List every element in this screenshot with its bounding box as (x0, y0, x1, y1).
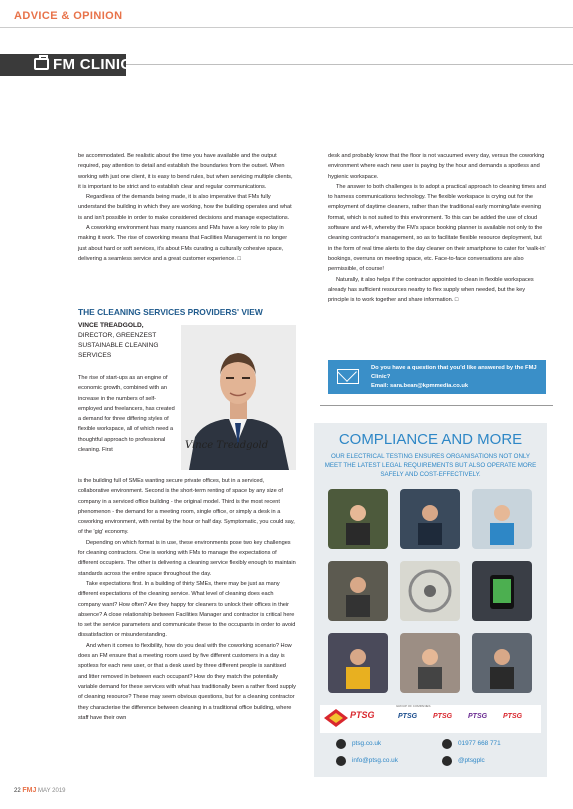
badge-title: FM CLINIC (53, 56, 132, 73)
sub-brand-logo: PTSG (468, 713, 488, 720)
issue-date: MAY 2019 (38, 788, 66, 794)
ad-twitter[interactable]: @ptsgplc (458, 757, 485, 764)
page-number: 22 (14, 788, 21, 794)
ptsg-logo-icon (323, 708, 349, 728)
logo-strip (320, 705, 541, 733)
author-byline (78, 321, 188, 361)
ad-email[interactable]: info@ptsg.co.uk (352, 757, 398, 764)
paragraph: The rise of start-ups as an engine of economic growth, combined with an increase in the numbers of self-employed and freelancers, has created a demand for three differing styles of flexible workspace, all of which need a thoughtful approach to professional cleaning. First (78, 375, 175, 454)
question-box (328, 360, 546, 394)
brand-name: PTSG (350, 710, 375, 720)
intro-text (78, 373, 178, 455)
advertisement (314, 423, 547, 777)
paragraph: Naturally, it also helps if the contractor appointed to clean in flexible workspaces already has sufficient resources nearby to flex supply when needed, but the key principle is to work together and share information. □ (328, 276, 534, 304)
signature: Vince Treadgold (185, 440, 269, 451)
section-label: ADVICE & OPINION (14, 10, 123, 22)
left-column-bottom (78, 476, 296, 723)
page-footer (14, 787, 66, 794)
briefcase-icon (34, 58, 49, 70)
paragraph: And when it comes to flexibility, how do you deal with the coworking scenario? How does an FM ensure that a meeting room used by five different customers in a day is spotless for each new user, or that a desk used by three different people is sanitised and litter removed in between each occupant? How do they match the potentially variable demand for these services with what has traditionally been a rather fixed supply of cleaning resource? These may seem obvious questions, but for a cleaning contractor they characterise the difference between cleaning in a traditional office building, where staff have their own (78, 642, 296, 721)
question-email[interactable]: Email: sara.bean@kpmmedia.co.uk (371, 383, 469, 389)
ad-website[interactable]: ptsg.co.uk (352, 740, 382, 747)
paragraph: A coworking environment has many nuances and FMs have a key role to play in making it work. The rise of coworking means that Facilities Management is no longer just about hard or soft services, it's about FMs curating a culturally cohesive space, delivering a seamless service and a great customer experience. □ (78, 225, 288, 262)
ad-phone[interactable]: 01977 668 771 (458, 740, 501, 747)
question-text (371, 364, 541, 391)
sub-brand-logo: PTSG (398, 713, 418, 720)
email-icon (336, 756, 346, 766)
phone-icon (442, 739, 452, 749)
group-label: GROUP OF COMPANIES (396, 704, 431, 708)
ad-subtitle: OUR ELECTRICAL TESTING ENSURES ORGANISATIONS NOT ONLY MEET THE LATEST LEGAL REQUIREMENTS BUT ALSO OPERATE MORE SAFELY AND COST-EFFECTIVELY. (324, 453, 537, 478)
paragraph: The answer to both challenges is to adopt a practical approach to cleaning times and to harness communications technology. The flexible workspace is crying out for the employment of daytime cleaners, rather than the traditional early morning/late evening format, which is not suited to this environment. To this can be added the use of cloud software and wi-fi, whereby the FM's space booking planner is available not only to the cleaning contractor's management, so as to facilitate flexible resource deployment, but in the form of real time alerts to the day cleaner on their smartphone to cater for 'walk-in' bookings, overruns on meeting space, etc. Face-to-face conversations are also permissible, of course! (328, 183, 546, 273)
paragraph: be accommodated. Be realistic about the time you have available and the output required, pay attention to detail and establish the boundaries from the outset. When working with just one client, it is easy to bend rules, but when servicing multiple clients, it is important to be strict and to establish clear and regular communications. (78, 153, 293, 190)
ad-photo-grid (314, 483, 547, 703)
publication-name: FMJ (22, 787, 37, 794)
left-column-top (78, 151, 296, 264)
column-divider (320, 405, 553, 406)
question-prompt: Do you have a question that you'd like answered by the FMJ Clinic? (371, 365, 537, 380)
author-name: VINCE TREADGOLD, (78, 322, 144, 329)
paragraph: Depending on which format is in use, these environments pose two key challenges for cleaning contractors. One is working with FMs to manage the expectations of different occupiers. The other is delivering a cleaning service flexibly enough to maintain standards across the entire space throughout the day. (78, 539, 296, 577)
paragraph: is the building full of SMEs wanting secure private offices, but in a serviced, collaborative environment. Second is the short-term renting of space by any size of company in a serviced office building - the original model. Third is the most recent phenomenon - the demand for a meeting room, single office, or simply a desk in a coworking environment, with rental by the hour or half day. Symptomatic, you could say, of the 'gig' economy. (78, 478, 295, 536)
badge-divider (126, 64, 573, 65)
section-subheading: THE CLEANING SERVICES PROVIDERS' VIEW (78, 307, 263, 317)
sub-brand-logo: PTSG (503, 713, 523, 720)
twitter-icon (442, 756, 452, 766)
paragraph: desk and probably know that the floor is not vacuumed every day, versus the coworking environment where each new user is paying by the hour and demands a spotless and hygienic workspace. (328, 153, 545, 180)
web-icon (336, 739, 346, 749)
ad-title: COMPLIANCE AND MORE (338, 431, 523, 448)
author-role: DIRECTOR, GREENZEST SUSTAINABLE CLEANING SERVICES (78, 332, 159, 359)
envelope-icon (337, 369, 359, 384)
paragraph: Take expectations first. In a building of thirty SMEs, there may be just as many different expectations of the cleaning service. What level of cleaning does each company want? How often? Are they happy for cleaners to unlock their offices in their absence? A close relationship between Facilities Manager and contractor is critical here to set the service parameters and communicate these to the occupants in order to avoid dissatisfaction or misunderstanding. (78, 580, 296, 639)
right-column (328, 151, 547, 305)
paragraph: Regardless of the demands being made, it is also imperative that FMs fully understand the building in which they are working, how the building operates and what is and isn't possible in order to make considered decisions and manage expectations. (78, 194, 292, 221)
header-divider (0, 27, 573, 28)
sub-brand-logo: PTSG (433, 713, 453, 720)
